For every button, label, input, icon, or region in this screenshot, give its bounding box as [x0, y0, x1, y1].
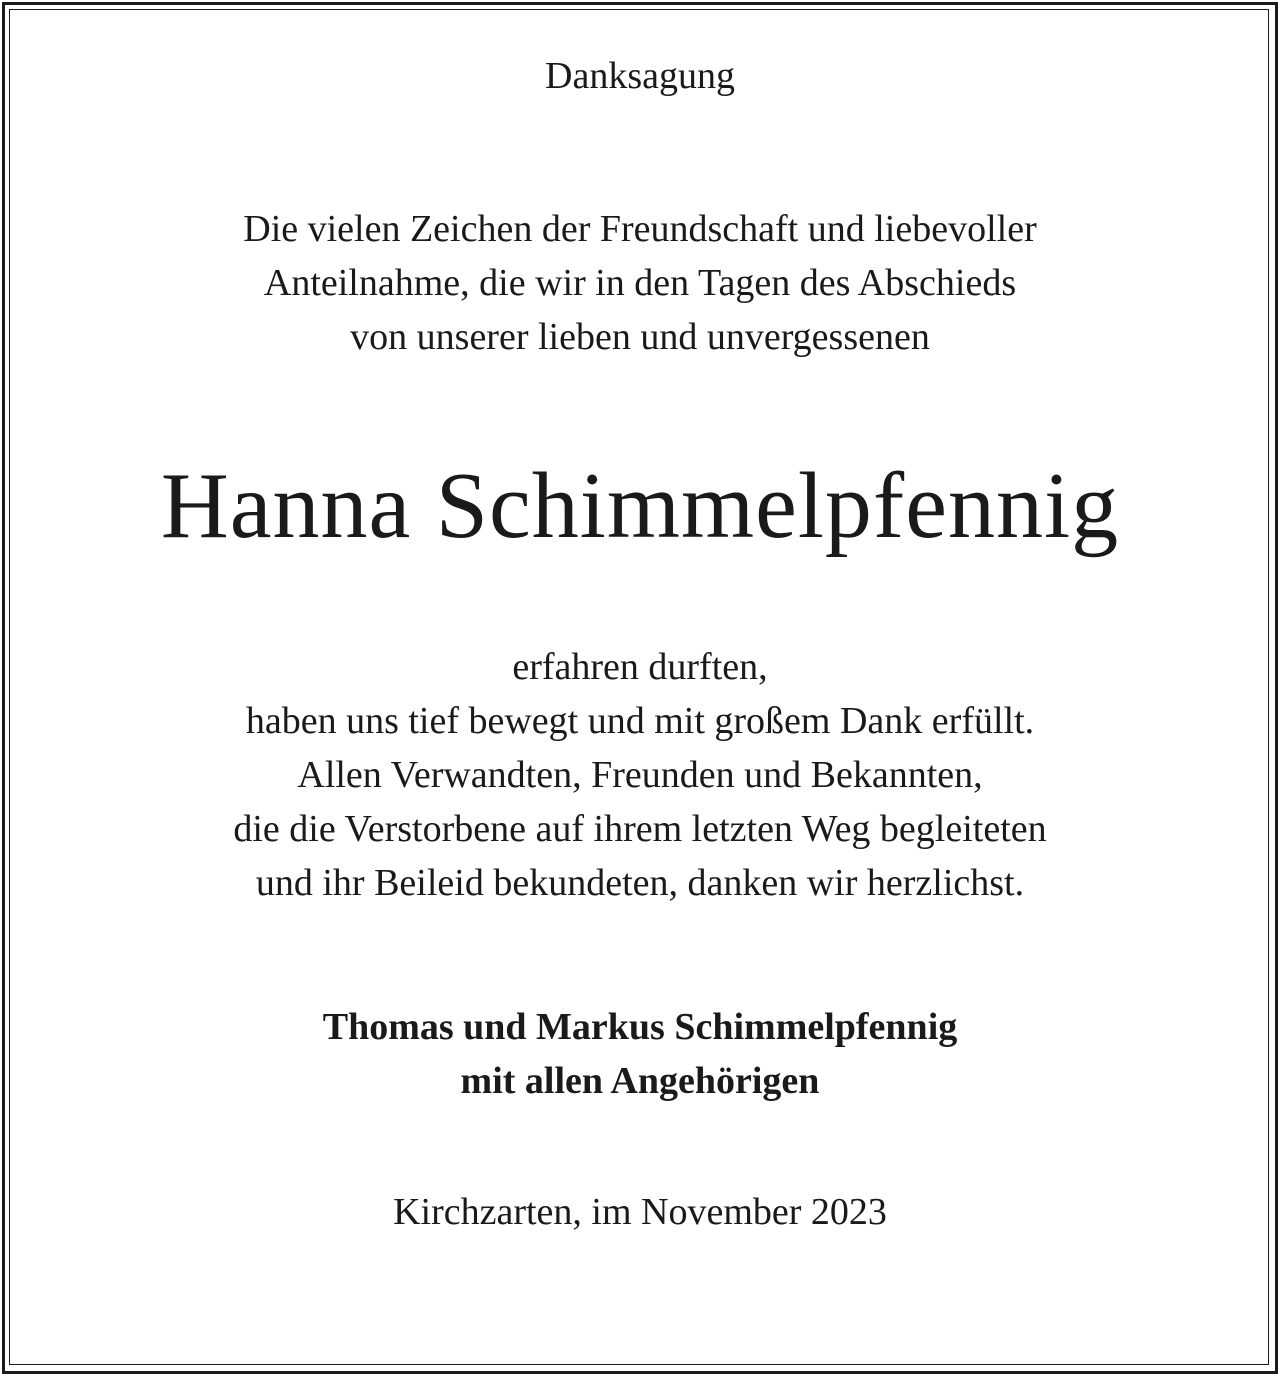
body-line: erfahren durften, — [512, 646, 768, 688]
body-text — [0, 640, 1280, 910]
notice-heading: Danksagung — [545, 55, 735, 97]
body-line: Allen Verwandten, Freunden und Bekannten, — [297, 754, 983, 796]
body-line: die die Verstorbene auf ihrem letzten Weg begleiteten — [233, 808, 1047, 850]
intro-line: Anteilnahme, die wir in den Tagen des Abschieds — [263, 262, 1017, 304]
signers-line: mit allen Angehörigen — [460, 1060, 820, 1102]
intro-line: Die vielen Zeichen der Freundschaft und liebevoller — [243, 208, 1037, 250]
place-date: Kirchzarten, im November 2023 — [393, 1191, 887, 1233]
signers-line: Thomas und Markus Schimmelpfennig — [322, 1006, 958, 1048]
intro-line: von unserer lieben und unvergessenen — [350, 316, 930, 358]
body-line: und ihr Beileid bekundeten, danken wir herzlichst. — [255, 862, 1025, 904]
intro-text — [0, 202, 1280, 364]
signers — [0, 1000, 1280, 1108]
deceased-name: Hanna Schimmelpfennig — [160, 454, 1120, 558]
body-line: haben uns tief bewegt und mit großem Dank erfüllt. — [245, 700, 1035, 742]
